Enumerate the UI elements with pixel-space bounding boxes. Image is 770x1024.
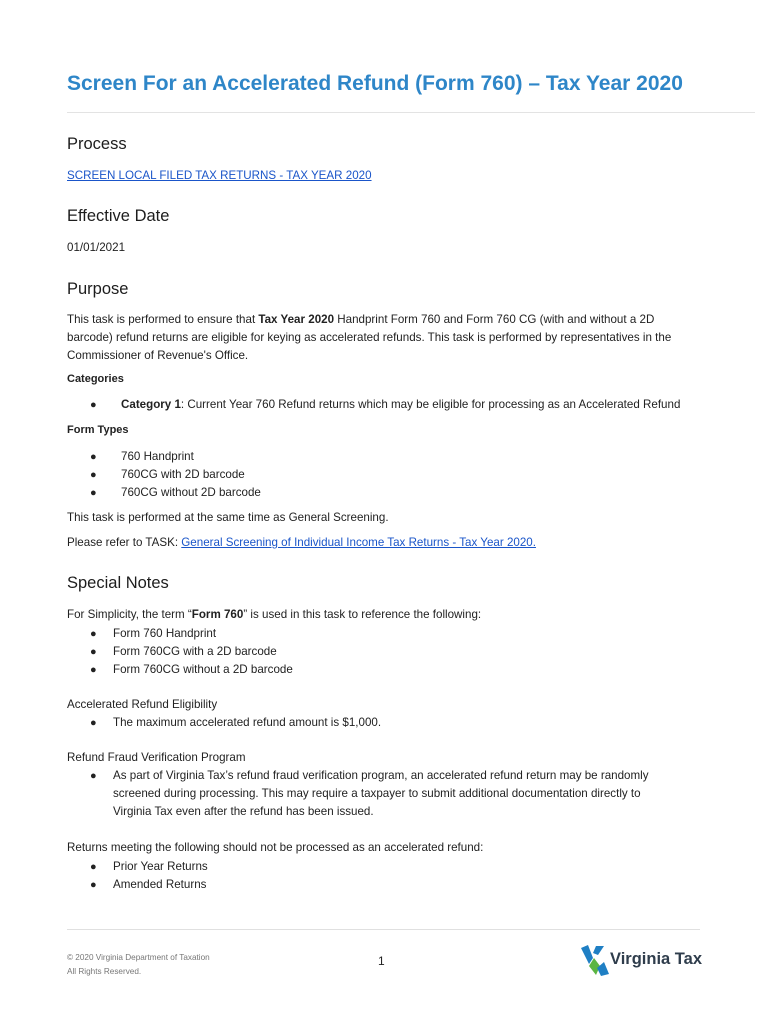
list-item <box>90 858 208 876</box>
process-heading: Process <box>67 135 127 153</box>
category-label: Category 1 <box>121 398 181 411</box>
virginia-tax-logo-icon <box>580 944 610 978</box>
fraud-list <box>90 767 649 821</box>
list-item <box>90 876 208 894</box>
list-item <box>90 643 293 661</box>
bullet: ● <box>90 646 97 658</box>
fraud-line-2: screened during processing. This may require a taxpayer to submit additional documentation directly to <box>113 787 641 800</box>
fraud-heading: Refund Fraud Verification Program <box>67 751 246 764</box>
form-types-heading: Form Types <box>67 424 129 436</box>
list-item <box>90 466 261 484</box>
rights-text: All Rights Reserved. <box>67 967 142 976</box>
category-text: : Current Year 760 Refund returns which may be eligible for processing as an Accelerated Refund <box>180 398 681 411</box>
form-types-list <box>90 448 261 502</box>
refer-prefix: Please refer to TASK: <box>67 536 182 549</box>
bullet: ● <box>90 664 97 676</box>
logo-text: Virginia Tax <box>610 950 703 968</box>
list-item-continued <box>90 785 649 803</box>
bullet: ● <box>90 628 97 640</box>
general-screening-link[interactable]: General Screening of Individual Income Tax Returns - Tax Year 2020. <box>181 536 536 549</box>
form-name: Form 760CG with a 2D barcode <box>113 645 277 658</box>
not-processed-item: Amended Returns <box>113 878 207 891</box>
bullet: ● <box>90 717 97 729</box>
intro-text-a: For Simplicity, the term “ <box>67 608 192 621</box>
intro-text-b: ” is used in this task to reference the following: <box>243 608 482 621</box>
list-item <box>90 625 293 643</box>
special-notes-intro <box>67 606 481 624</box>
effective-date-value: 01/01/2021 <box>67 241 126 254</box>
fraud-line-1: As part of Virginia Tax’s refund fraud verification program, an accelerated refund return may be randomly <box>113 769 649 782</box>
footer-copyright <box>67 951 210 979</box>
process-link[interactable]: SCREEN LOCAL FILED TAX RETURNS - TAX YEAR 2020 <box>67 169 372 182</box>
list-item <box>90 396 680 414</box>
eligibility-heading: Accelerated Refund Eligibility <box>67 698 218 711</box>
fraud-line-3: Virginia Tax even after the refund has been issued. <box>113 805 374 818</box>
bullet: ● <box>90 487 97 499</box>
effective-date-heading: Effective Date <box>67 207 170 225</box>
form-type: 760CG without 2D barcode <box>121 486 261 499</box>
virginia-tax-logo <box>580 944 705 978</box>
purpose-line-2: barcode) refund returns are eligible for keying as accelerated refunds. This task is performed by representatives in the <box>67 331 672 344</box>
bullet: ● <box>90 399 97 411</box>
form-760-list <box>90 625 293 679</box>
categories-list <box>90 396 680 414</box>
special-notes-heading: Special Notes <box>67 574 169 592</box>
bullet: ● <box>90 451 97 463</box>
not-processed-item: Prior Year Returns <box>113 860 208 873</box>
purpose-heading: Purpose <box>67 280 129 298</box>
same-time-note: This task is performed at the same time as General Screening. <box>67 511 389 524</box>
bullet: ● <box>90 469 97 481</box>
title-divider <box>67 112 755 113</box>
document-title: Screen For an Accelerated Refund (Form 760) – Tax Year 2020 <box>67 72 683 95</box>
copyright-text: © 2020 Virginia Department of Taxation <box>67 953 210 962</box>
form-type: 760 Handprint <box>121 450 194 463</box>
list-item <box>90 661 293 679</box>
eligibility-list <box>90 714 381 732</box>
categories-heading: Categories <box>67 373 124 385</box>
list-item-continued <box>90 803 649 821</box>
bullet: ● <box>90 861 97 873</box>
purpose-line-3: Commissioner of Revenue's Office. <box>67 349 249 362</box>
purpose-tax-year: Tax Year 2020 <box>258 313 335 326</box>
bullet: ● <box>90 879 97 891</box>
list-item <box>90 484 261 502</box>
form-name: Form 760CG without a 2D barcode <box>113 663 293 676</box>
list-item <box>90 448 261 466</box>
intro-form-760: Form 760 <box>191 608 244 621</box>
form-name: Form 760 Handprint <box>113 627 217 640</box>
not-processed-list <box>90 858 208 894</box>
eligibility-item: The maximum accelerated refund amount is $1,000. <box>113 716 382 729</box>
bullet: ● <box>90 770 97 782</box>
process-text <box>67 167 372 185</box>
footer-divider <box>67 929 700 930</box>
refer-task <box>67 534 536 552</box>
purpose-line-1 <box>67 311 654 329</box>
list-item <box>90 714 381 732</box>
form-type: 760CG with 2D barcode <box>121 468 245 481</box>
list-item <box>90 767 649 785</box>
purpose-text-a: This task is performed to ensure that <box>67 313 259 326</box>
purpose-text-b: Handprint Form 760 and Form 760 CG (with and without a 2D <box>334 313 655 326</box>
page-number: 1 <box>378 954 385 968</box>
not-processed-heading: Returns meeting the following should not be processed as an accelerated refund: <box>67 841 484 854</box>
